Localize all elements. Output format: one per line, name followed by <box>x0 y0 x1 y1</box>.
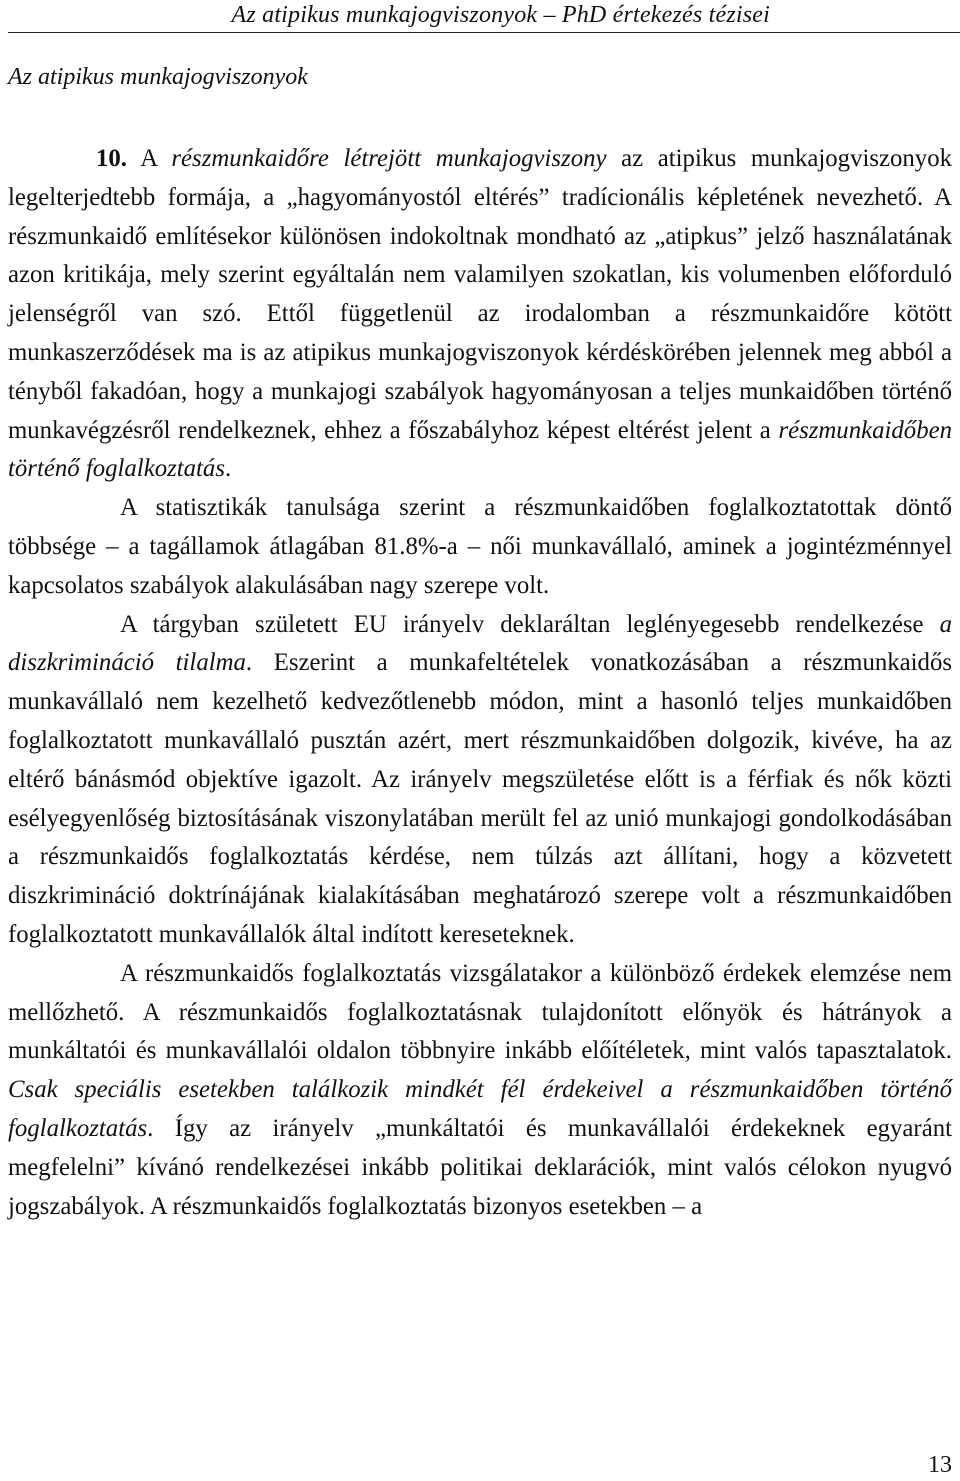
paragraph-number: 10. <box>96 145 127 172</box>
paragraph-1 <box>8 140 952 489</box>
paragraph-1-text-c: . <box>224 455 232 483</box>
paragraph-1-text-b: az atipikus munkajogviszonyok legelterjedtebb formája, a „hagyományostól eltérés” tradícionális képletének nevezhető. A részmunkaidő említésekor különösen indokoltnak mondható az „atipkus” jelző használatának azon kritikája, mely szerint egyáltalán nem valamilyen szokatlan, kis volumenben előforduló jelenségről van szó. Ettől függetlenül az irodalomban a részmunkaidőre kötött munkaszerződések ma is az atipikus munkajogviszonyok kérdéskörében jelennek meg abból a tényből fakadóan, hogy a munkajogi szabályok hagyományosan a teljes munkaidőben történő munkavégzésről rendelkeznek, ehhez a főszabályhoz képest eltérést jelent a <box>8 145 953 444</box>
section-title: Az atipikus munkajogviszonyok <box>8 64 308 90</box>
paragraph-4 <box>8 955 952 1227</box>
paragraph-4-emphasis: Csak speciális esetekben találkozik mindkét fél érdekeivel a részmunkaidőben történő foglalkoztatás <box>8 1076 952 1142</box>
running-header <box>0 0 960 32</box>
header-divider <box>8 32 960 33</box>
body-text <box>8 140 952 1226</box>
paragraph-1-emphasis-a: részmunkaidőre létrejött munkajogviszony <box>171 145 607 172</box>
paragraph-2: A statisztikák tanulsága szerint a részmunkaidőben foglalkoztatottak döntő többsége – a tagállamok átlagában 81.8%-a – női munkavállaló, aminek a jogintézménnyel kapcsolatos szabályok alakulásában nagy szerepe volt. <box>8 494 952 599</box>
page-number: 13 <box>928 1452 952 1478</box>
paragraph-1-emphasis-b: részmunkaidőben történő foglalkoztatás <box>8 416 952 483</box>
paragraph-4-text-a: A részmunkaidős foglalkoztatás vizsgálatakor a különböző érdekek elemzése nem mellőzhető. A részmunkaidős foglalkoztatásnak tulajdonított előnyök és hátrányok a munkáltatói és munkavállalói oldalon többnyire inkább előítéletek, mint valós tapasztalatok. <box>8 959 952 1065</box>
paragraph-3 <box>8 606 952 955</box>
running-header-title: Az atipikus munkajogviszonyok – PhD értekezés tézisei <box>231 2 770 28</box>
paragraph-1-text-a: A <box>127 145 172 172</box>
paragraph-3-text-a: A tárgyban született EU irányelv deklaráltan leglényegesebb rendelkezése <box>120 610 940 638</box>
paragraph-3-text-b: . Eszerint a munkafeltételek vonatkozásában a részmunkaidős munkavállaló nem kezelhető kedvezőtlenebb módon, mint a hasonló teljes munkaidőben foglalkoztatott munkavállaló pusztán azért, mert részmunkaidőben dolgozik, kivéve, ha az eltérő bánásmód objektíve igazolt. Az irányelv megszületése előtt is a férfiak és nők közti esélyegyenlőség biztosításának viszonylatában merült fel az unió munkajogi gondolkodásában a részmunkaidős foglalkoztatás kérdése, nem túlzás azt állítani, hogy a közvetett diszkrimináció doktrínájának kialakításában meghatározó szerepe volt a részmunkaidőben foglalkoztatott munkavállalók által indított kereseteknek. <box>8 649 953 948</box>
paragraph-4-text-b: . Így az irányelv „munkáltatói és munkavállalói érdekeknek egyaránt megfelelni” kívánó rendelkezései inkább politikai deklarációk, mint valós célokon nyugvó jogszabályok. A részmunkaidős foglalkoztatás bizonyos esetekben – a <box>8 1114 952 1220</box>
paragraph-3-emphasis: a diszkrimináció tilalma <box>8 610 952 677</box>
